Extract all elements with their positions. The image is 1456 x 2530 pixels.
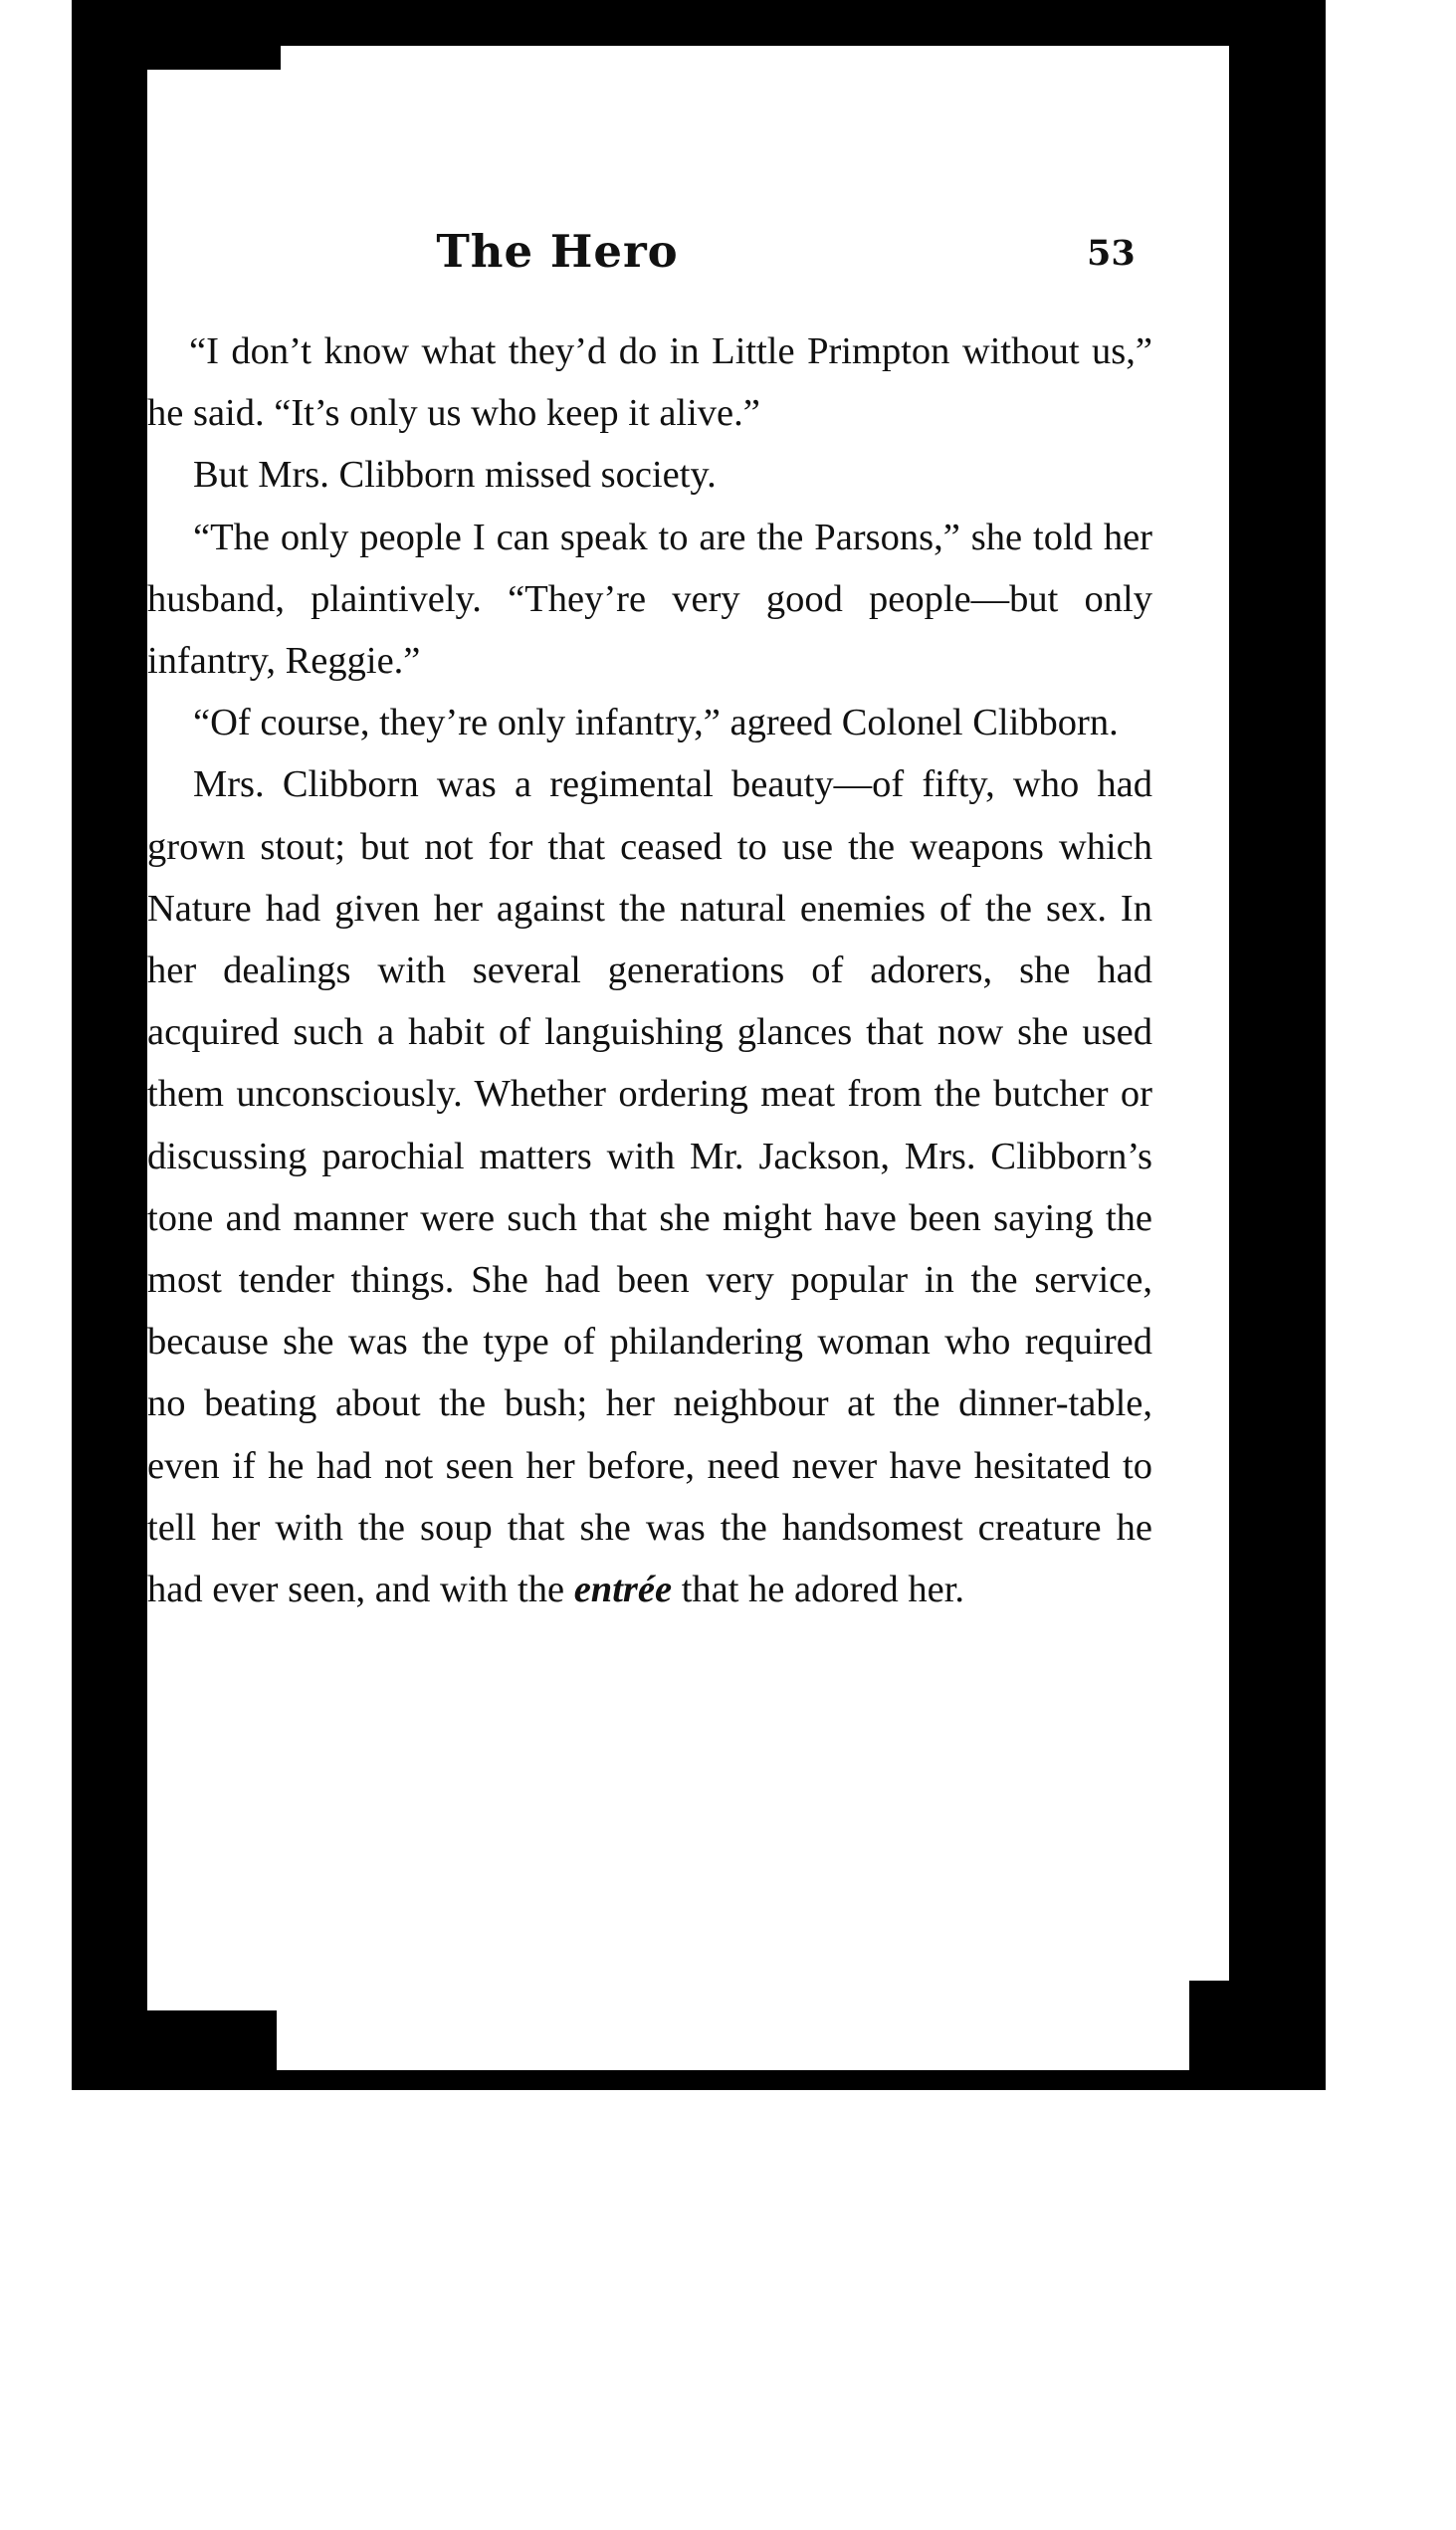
paragraph-5-italic: entrée (573, 1569, 673, 1611)
scan-notch-top-right (1174, 0, 1234, 46)
paragraph-2: But Mrs. Clibborn missed society. (193, 454, 717, 497)
body-text (147, 320, 1152, 1620)
running-head: The Hero (436, 225, 679, 278)
paragraph-5-after: that he adored her. (681, 1569, 965, 1611)
scan-notch-bottom-left (147, 2010, 277, 2070)
scan-notch-bottom-right (1189, 1981, 1229, 2070)
scan-border-left (72, 0, 147, 2090)
paragraph-4: “Of course, they’re only infantry,” agreed Colonel Clibborn. (193, 702, 1119, 744)
paragraph-5 (147, 753, 1152, 1620)
paragraph-1: “I don’t know what they’d do in Little Primpton without us,” he said. “It’s only us who keep it alive.” (147, 330, 1152, 435)
paragraph-5-before: Mrs. Clibborn was a regimental beauty—of fifty, who had grown stout; but not for that ceased to use the weapons which Nature had given her against the natural enemies of the sex. In her dealings with several generations of adorers, she had acquired such a habit of languishing glances that now she used them unconsciously. Whether ordering meat from the butcher or discussing parochial matters with Mr. Jackson, Mrs. Clibborn’s tone and manner were such that she might have been saying the most tender things. She had been very popular in the service, because she was the type of philandering woman who required no beating about the bush; her neighbour at the dinner-table, even if he had not seen her before, need never have hesitated to tell her with the soup that she was the handsomest creature he had ever seen, and with the (147, 763, 1152, 1611)
scan-border-right (1229, 0, 1326, 2090)
page-number: 53 (1087, 233, 1136, 274)
paragraph-3: “The only people I can speak to are the Parsons,” she told her husband, plaintively. “They’re very good people—but only infantry, Reggie.” (147, 516, 1152, 683)
scan-border-bottom (72, 2070, 1326, 2090)
